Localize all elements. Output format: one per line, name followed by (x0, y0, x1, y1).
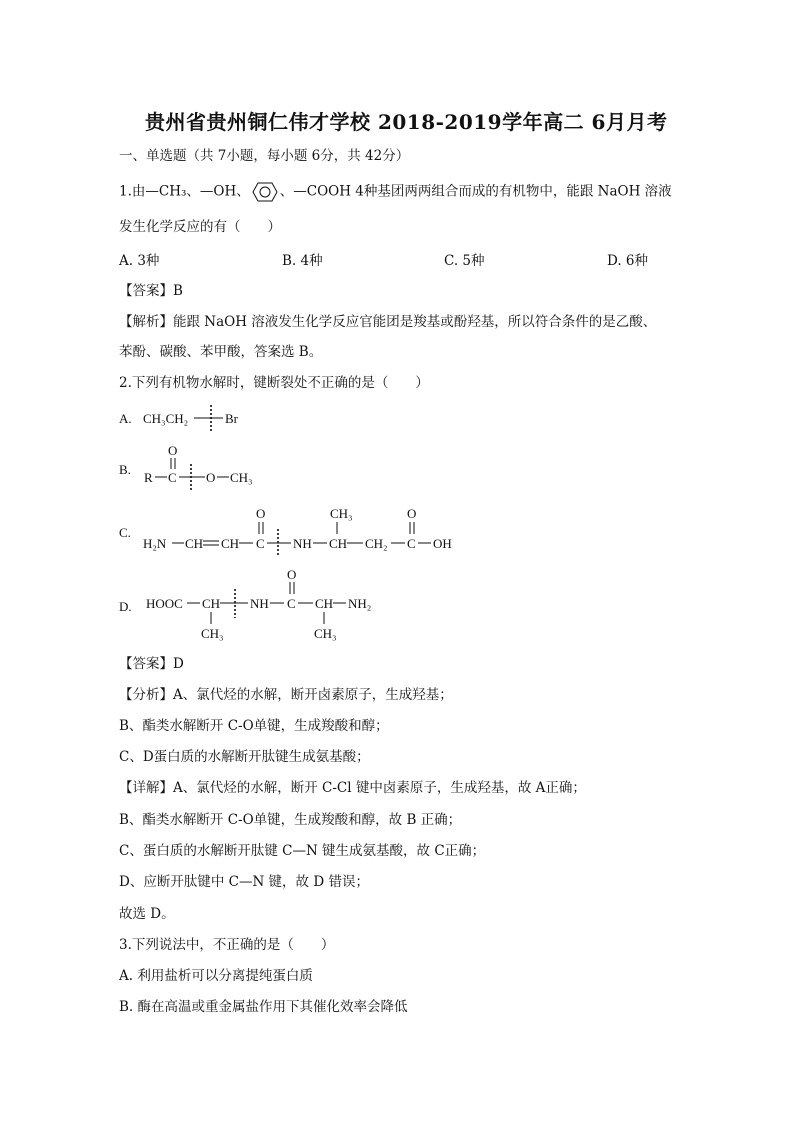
ester-carbon: C (168, 470, 177, 485)
amino-group: H₂N (143, 536, 167, 551)
section-header: 一、单选题（共 7小题，每小题 6分，共 42分） (119, 148, 410, 164)
ester-r-group: R (144, 470, 153, 485)
q1-option-a: A. 3种 (119, 253, 160, 269)
q2-option-a-structure (115, 402, 275, 436)
q2-explanation-line: 故选 D。 (119, 906, 175, 922)
q1-stem-part-a: 1.由—CH₃、—OH、 (119, 183, 250, 200)
terminal-amino: NH₂ (348, 596, 372, 611)
alpha-ch-right: CH (315, 596, 334, 611)
q2-explanation-line: C、D蛋白质的水解断开肽键生成氨基酸； (119, 749, 370, 765)
carboxyl-oh: OH (433, 536, 452, 551)
q1-option-b: B. 4种 (282, 253, 323, 269)
q2-explanation-line: 【详解】A、氯代烃的水解，断开 C-Cl 键中卤素原子，生成羟基，故 A正确； (119, 780, 586, 796)
q2-explanation-line: 【分析】A、氯代烃的水解，断开卤素原子，生成羟基； (119, 687, 453, 703)
methyl-right: CH₃ (314, 626, 337, 641)
benzene-ring-icon (252, 182, 278, 202)
q3-option-b: B. 酶在高温或重金属盐作用下其催化效率会降低 (119, 999, 408, 1015)
q1-option-c: C. 5种 (444, 253, 485, 269)
q2-option-a-ethyl: CH₃CH₂ (143, 411, 189, 426)
q2-stem: 2.下列有机物水解时，键断裂处不正确的是（ ） (119, 375, 429, 391)
q1-analysis-line2: 苯酚、碳酸、苯甲酸，答案选 B。 (119, 344, 323, 360)
ester-oxygen: O (206, 470, 216, 485)
amide-nh: NH (293, 536, 312, 551)
methine-ch: CH (329, 536, 348, 551)
q2-explanation-line: B、酯类水解断开 C-O单键，生成羧酸和醇； (119, 718, 389, 734)
methylene-ch2: CH₂ (365, 536, 388, 551)
alkene-ch-2: CH (221, 536, 240, 551)
q1-answer: 【答案】B (119, 283, 183, 299)
ester-carbonyl-o: O (168, 443, 178, 458)
carboxyl-carbon: C (407, 536, 416, 551)
q2-option-b-structure (115, 440, 295, 492)
ester-methyl: CH₃ (230, 470, 253, 485)
carboxyl-carbonyl-o: O (407, 506, 417, 521)
alkene-ch-1: CH (185, 536, 204, 551)
q2-option-c-structure (115, 503, 475, 555)
q2-explanation-line: D、应断开肽键中 C—N 键，故 D 错误； (119, 874, 369, 890)
alpha-ch-left: CH (202, 596, 221, 611)
q3-option-a: A. 利用盐析可以分离提纯蛋白质 (119, 968, 313, 984)
peptide-carbonyl-o: O (287, 567, 297, 582)
q2-option-d-structure (115, 566, 395, 646)
q2-option-a-bromine: Br (225, 411, 238, 426)
methyl-left: CH₃ (201, 626, 224, 641)
q1-stem-line2: 发生化学反应的有（ ） (119, 219, 281, 235)
q2-option-a-label: A. (119, 411, 132, 426)
q1-analysis-line1: 【解析】能跟 NaOH 溶液发生化学反应官能团是羧基或酚羟基，所以符合条件的是乙酸、 (119, 314, 657, 330)
peptide-nh: NH (250, 596, 269, 611)
q2-option-d-label: D. (119, 599, 132, 614)
q2-answer: 【答案】D (119, 656, 184, 672)
q1-stem-line1 (119, 182, 672, 202)
q2-explanation-line: B、酯类水解断开 C-O单键，生成羧酸和醇，故 B 正确； (119, 812, 462, 828)
amide-carbon: C (256, 536, 265, 551)
q2-explanation-line: C、蛋白质的水解断开肽键 C—N 键生成氨基酸，故 C正确； (119, 843, 486, 859)
carboxyl-group: HOOC (146, 596, 183, 611)
q1-stem-part-b: 、—COOH 4种基团两两组合而成的有机物中，能跟 NaOH 溶液 (279, 183, 672, 200)
q1-option-d: D. 6种 (607, 253, 649, 269)
q3-stem: 3.下列说法中，不正确的是（ ） (119, 937, 335, 953)
q2-option-b-label: B. (119, 462, 131, 477)
page-title: 贵州省贵州铜仁伟才学校 2018-2019学年高二 6月月考 (145, 110, 668, 134)
methyl-branch: CH₃ (330, 506, 353, 521)
amide-carbonyl-o: O (256, 506, 266, 521)
q2-option-c-label: C. (119, 525, 131, 540)
peptide-carbon: C (287, 596, 296, 611)
